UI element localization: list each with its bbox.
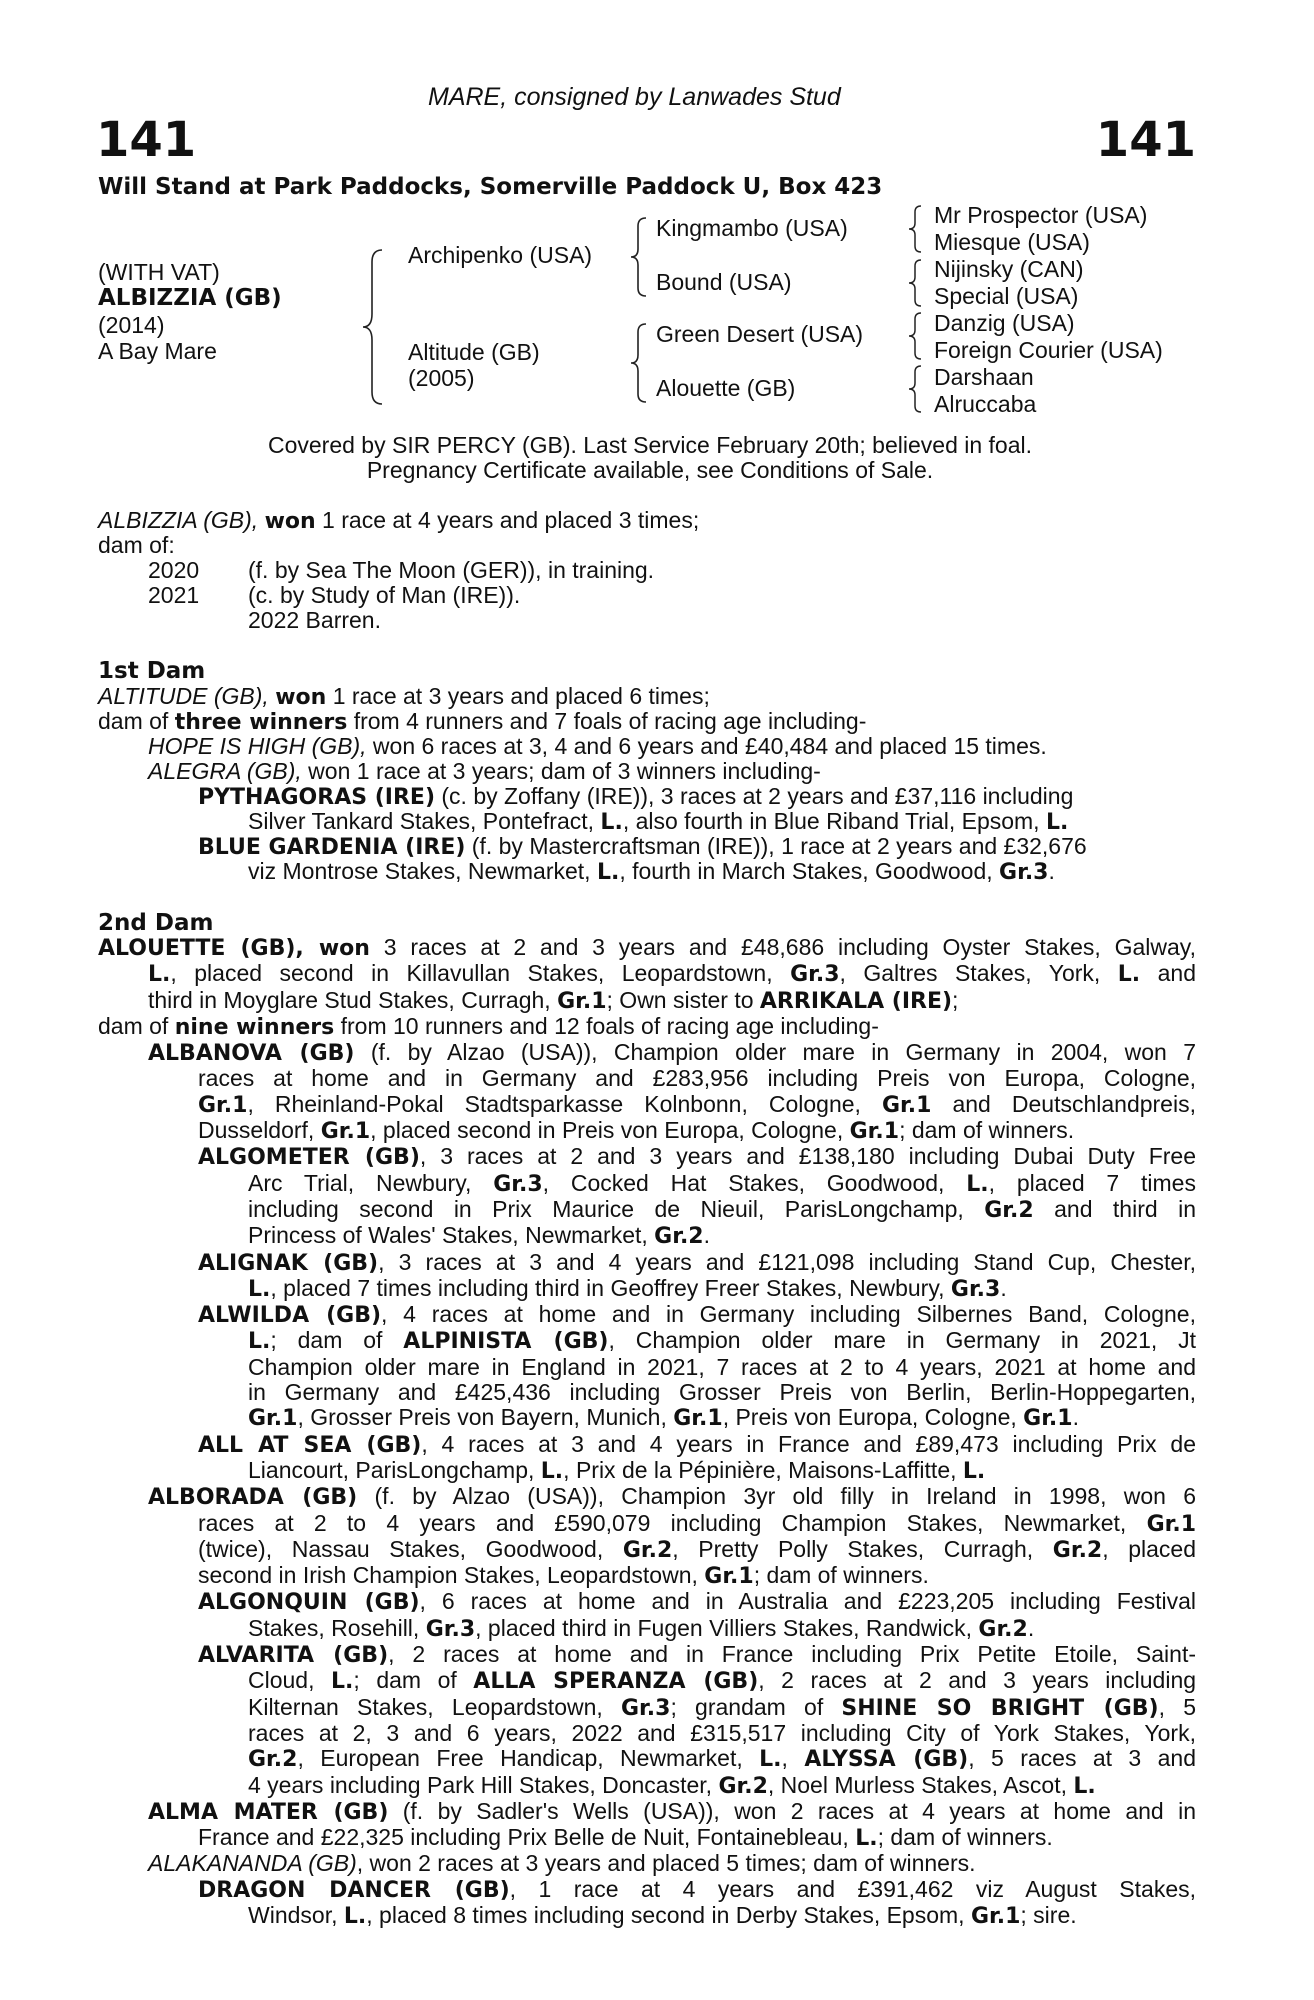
text-line: L.; dam of ALPINISTA (GB), Champion older mare in Germany in 2021, Jt — [248, 1327, 1197, 1355]
record-won: won — [264, 509, 316, 534]
granddam-maternal: Alouette (GB) — [656, 375, 796, 401]
progeny-entry — [198, 834, 1087, 860]
text-line: dam of nine winners from 10 runners and 12 foals of racing age including- — [98, 1012, 879, 1040]
pedigree-brace-ggp-1 — [906, 204, 924, 254]
first-dam-name: ALTITUDE (GB), — [98, 683, 269, 709]
pedigree-brace-ggp-2 — [906, 258, 924, 308]
pedigree-brace-ggp-4 — [906, 364, 924, 414]
first-dam-record — [98, 684, 710, 710]
produce-year: 2021 — [148, 582, 200, 608]
pedigree-brace-dam — [628, 322, 650, 404]
record-text: 1 race at 4 years and placed 3 times; — [315, 507, 700, 533]
text-line: ALVARITA (GB), 2 races at home and in France including Prix Petite Etoile, Saint- — [198, 1641, 1196, 1669]
text-line: Kilternan Stakes, Leopardstown, Gr.3; grandam of SHINE SO BRIGHT (GB), 5 — [248, 1693, 1196, 1721]
second-dam-section — [98, 935, 1196, 1929]
second-dam-heading: 2nd Dam — [98, 910, 214, 936]
text-line: ALGONQUIN (GB), 6 races at home and in Australia and £223,205 including Festival — [198, 1588, 1196, 1616]
text-line: Champion older mare in England in 2021, 7 races at 2 to 4 years, 2021 at home and — [248, 1353, 1196, 1380]
text-line: in Germany and £425,436 including Grosser Preis von Berlin, Berlin-Hoppegarten, — [248, 1379, 1196, 1406]
text-line: ALOUETTE (GB), won 3 races at 2 and 3 years and £48,686 including Oyster Stakes, Galway, — [98, 934, 1196, 961]
progeny-text: (c. by Zoffany (IRE)), 3 races at 2 years and £37,116 including — [435, 783, 1074, 809]
text-line: Windsor, L., placed 8 times including second in Derby Stakes, Epsom, Gr.1; sire. — [248, 1901, 1077, 1929]
horse-description: A Bay Mare — [98, 338, 217, 364]
text-line: including second in Prix Maurice de Nieuil, ParisLongchamp, Gr.2 and third in — [248, 1195, 1196, 1223]
dam-name: Altitude (GB) — [408, 339, 540, 365]
group-abbr: Gr.3 — [999, 860, 1049, 885]
progeny-text: , fourth in March Stakes, Goodwood, — [619, 858, 1000, 884]
sire-name: Archipenko (USA) — [408, 242, 593, 268]
text-line: Gr.1, Rheinland-Pokal Stadtsparkasse Kolnbonn, Cologne, Gr.1 and Deutschlandpreis, — [198, 1090, 1196, 1118]
pregnancy-line: Pregnancy Certificate available, see Conditions of Sale. — [366, 457, 934, 483]
progeny-entry — [148, 759, 821, 784]
text-line: Princess of Wales' Stakes, Newmarket, Gr.2. — [248, 1222, 710, 1250]
produce-text: (f. by Sea The Moon (GER)), in training. — [248, 557, 655, 583]
text-line: France and £22,325 including Prix Belle de Nuit, Fontainebleau, L.; dam of winners. — [198, 1824, 1053, 1852]
progeny-name: HOPE IS HIGH (GB), — [148, 733, 367, 759]
location-line: Will Stand at Park Paddocks, Somerville Paddock U, Box 423 — [98, 174, 883, 200]
dam-year: (2005) — [408, 365, 475, 391]
text-line: ALGOMETER (GB), 3 races at 2 and 3 years and £138,180 including Dubai Duty Free — [198, 1143, 1196, 1171]
pedigree-brace-ggp-3 — [906, 311, 924, 361]
granddam-paternal: Bound (USA) — [656, 269, 792, 295]
great-grandparent-5: Danzig (USA) — [934, 310, 1075, 336]
produce-year: 2020 — [148, 557, 200, 583]
text-line: Cloud, L.; dam of ALLA SPERANZA (GB), 2 races at 2 and 3 years including — [248, 1667, 1197, 1695]
first-dam-heading: 1st Dam — [98, 658, 206, 684]
text-line: ALL AT SEA (GB), 4 races at 3 and 4 years in France and £89,473 including Prix de — [198, 1430, 1196, 1458]
pedigree-brace-sire — [628, 216, 650, 298]
pedigree-brace-main — [360, 248, 390, 406]
produce-text: (c. by Study of Man (IRE)). — [248, 582, 521, 608]
produce-text: 2022 Barren. — [248, 607, 381, 633]
listed-abbr: L. — [596, 860, 620, 885]
first-dam-won: won — [275, 685, 327, 710]
text-line: second in Irish Champion Stakes, Leopardstown, Gr.1; dam of winners. — [198, 1562, 929, 1590]
text-line: DRAGON DANCER (GB), 1 race at 4 years and £391,462 viz August Stakes, — [198, 1875, 1196, 1903]
text-line: Arc Trial, Newbury, Gr.3, Cocked Hat Stakes, Goodwood, L., placed 7 times — [248, 1169, 1196, 1197]
text-line: L., placed 7 times including third in Geoffrey Freer Stakes, Newbury, Gr.3. — [248, 1274, 1007, 1302]
text-line: races at 2, 3 and 6 years, 2022 and £315,517 including City of York Stakes, York, — [248, 1719, 1196, 1746]
progeny-text: won 1 race at 3 years; dam of 3 winners including- — [301, 758, 821, 784]
grandsire-maternal: Green Desert (USA) — [656, 321, 864, 347]
progeny-entry-cont: viz Montrose Stakes, Newmarket, L., fourth in March Stakes, Goodwood, Gr.3. — [248, 858, 1055, 885]
lot-number-right: 141 — [1095, 112, 1196, 168]
text-line: Gr.2, European Free Handicap, Newmarket, L., ALYSSA (GB), 5 races at 3 and — [248, 1745, 1196, 1773]
text-line: Gr.1, Grosser Preis von Bayern, Munich, Gr.1, Preis von Europa, Cologne, Gr.1. — [248, 1404, 1079, 1432]
text-line: Dusseldorf, Gr.1, placed second in Preis von Europa, Cologne, Gr.1; dam of winners. — [198, 1117, 1075, 1145]
horse-year: (2014) — [98, 312, 165, 338]
great-grandparent-1: Mr Prospector (USA) — [934, 202, 1148, 228]
progeny-text: won 6 races at 3, 4 and 6 years and £40,484 and placed 15 times. — [366, 733, 1047, 759]
progeny-text: (f. by Mastercraftsman (IRE)), 1 race at 2 years and £32,676 — [465, 833, 1087, 859]
progeny-entry — [148, 734, 1047, 759]
great-grandparent-6: Foreign Courier (USA) — [934, 337, 1163, 363]
dam-of-prefix: dam of — [98, 708, 175, 734]
text-line: races at home and in Germany and £283,956 including Preis von Europa, Cologne, — [198, 1065, 1196, 1092]
text-line: 4 years including Park Hill Stakes, Doncaster, Gr.2, Noel Murless Stakes, Ascot, L. — [248, 1771, 1096, 1799]
first-dam-progeny-summary — [98, 709, 866, 735]
dam-of-suffix: from 4 runners and 7 foals of racing age including- — [347, 708, 867, 734]
text-line: ALWILDA (GB), 4 races at home and in Germany including Silbernes Band, Cologne, — [198, 1301, 1196, 1329]
grandsire-paternal: Kingmambo (USA) — [656, 215, 848, 241]
progeny-name: PYTHAGORAS (IRE) — [198, 785, 435, 810]
text-line: races at 2 to 4 years and £590,079 including Champion Stakes, Newmarket, Gr.1 — [198, 1509, 1196, 1537]
great-grandparent-3: Nijinsky (CAN) — [934, 256, 1084, 282]
text-line: (twice), Nassau Stakes, Goodwood, Gr.2, Pretty Polly Stakes, Curragh, Gr.2, placed — [198, 1535, 1197, 1563]
progeny-entry — [198, 784, 1073, 810]
progeny-name: BLUE GARDENIA (IRE) — [198, 835, 466, 860]
listed-abbr: L. — [600, 810, 623, 835]
text-line: Liancourt, ParisLongchamp, L., Prix de la Pépinière, Maisons-Laffitte, L. — [248, 1456, 986, 1484]
text-line: ALBANOVA (GB) (f. by Alzao (USA)), Champion older mare in Germany in 2004, won 7 — [148, 1039, 1196, 1067]
text-line: ALAKANANDA (GB), won 2 races at 3 years and placed 5 times; dam of winners. — [148, 1850, 976, 1877]
vat-label: (WITH VAT) — [98, 259, 220, 285]
winners-count: three winners — [174, 710, 348, 735]
text-line: ALMA MATER (GB) (f. by Sadler's Wells (USA)), won 2 races at 4 years at home and in — [148, 1797, 1196, 1825]
text-line: third in Moyglare Stud Stakes, Curragh, Gr.1; Own sister to ARRIKALA (IRE); — [148, 986, 959, 1014]
race-record — [98, 508, 699, 534]
progeny-text: Silver Tankard Stakes, Pontefract, — [248, 808, 601, 834]
great-grandparent-7: Darshaan — [934, 364, 1034, 390]
first-dam-text: 1 race at 3 years and placed 6 times; — [326, 683, 710, 709]
progeny-text: viz Montrose Stakes, Newmarket, — [248, 858, 597, 884]
progeny-name: ALEGRA (GB), — [148, 758, 302, 784]
listed-abbr: L. — [1045, 810, 1069, 835]
text-line: ALIGNAK (GB), 3 races at 3 and 4 years and £121,098 including Stand Cup, Chester, — [198, 1248, 1196, 1276]
consignor-line: MARE, consigned by Lanwades Stud — [428, 83, 841, 111]
great-grandparent-4: Special (USA) — [934, 283, 1079, 309]
text-line: Stakes, Rosehill, Gr.3, placed third in Fugen Villiers Stakes, Randwick, Gr.2. — [248, 1614, 1035, 1642]
great-grandparent-2: Miesque (USA) — [934, 229, 1090, 255]
progeny-entry-cont — [248, 809, 1068, 835]
text-line: L., placed second in Killavullan Stakes, Leopardstown, Gr.3, Galtres Stakes, York, L. and — [148, 960, 1197, 988]
great-grandparent-8: Alruccaba — [934, 391, 1037, 417]
text-line: ALBORADA (GB) (f. by Alzao (USA)), Champion 3yr old filly in Ireland in 1998, won 6 — [148, 1483, 1196, 1511]
lot-number-left: 141 — [96, 112, 197, 168]
covering-line: Covered by SIR PERCY (GB). Last Service February 20th; believed in foal. — [267, 432, 1033, 458]
record-horse-name: ALBIZZIA (GB), — [98, 507, 259, 533]
horse-name: ALBIZZIA (GB) — [98, 285, 282, 311]
dam-of-label: dam of: — [98, 532, 175, 558]
progeny-text: , also fourth in Blue Riband Trial, Epsom, — [622, 808, 1046, 834]
